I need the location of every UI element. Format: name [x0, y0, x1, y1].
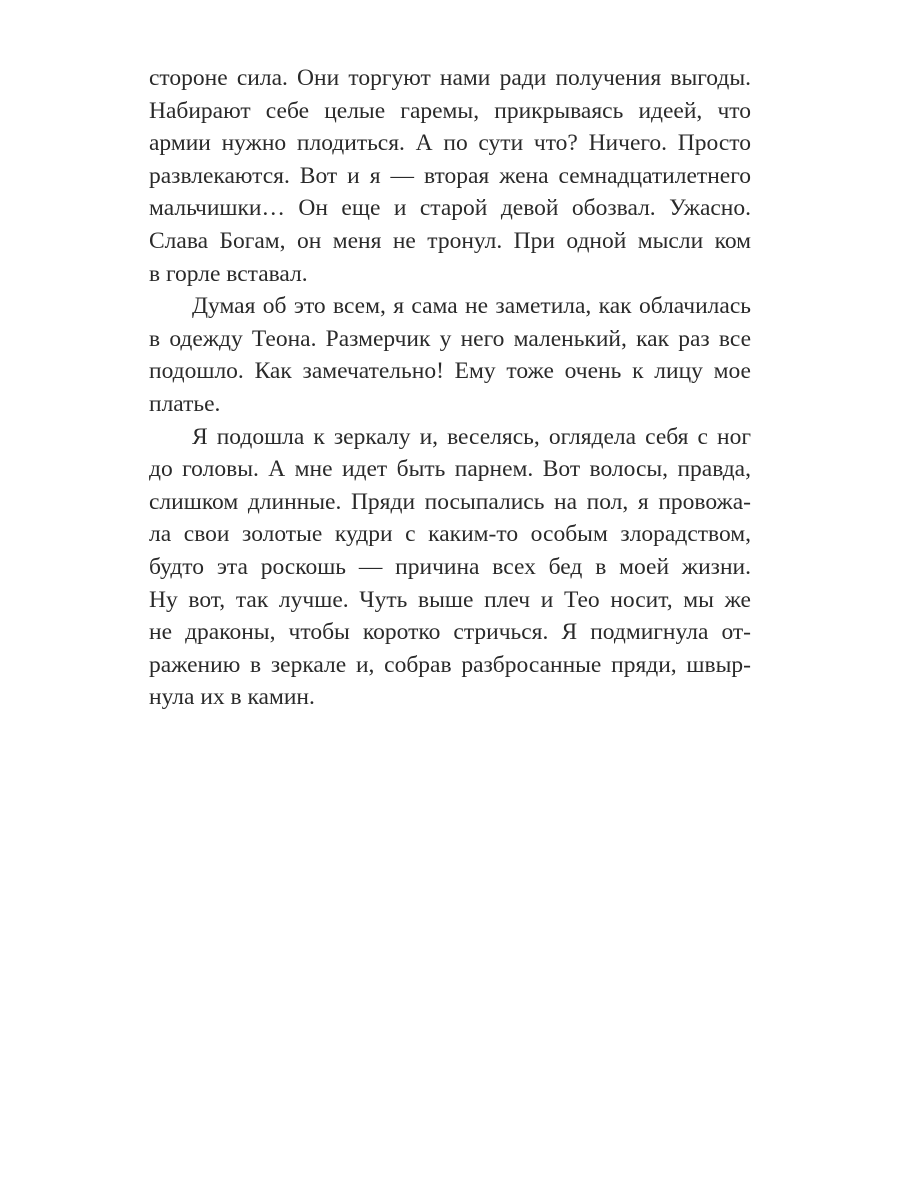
text-line: до головы. А мне идет быть парнем. Вот волосы, правда,	[149, 456, 751, 483]
text-line: стороне сила. Они торгуют нами ради получения выгоды.	[149, 65, 751, 91]
text-line: Ну вот, так лучше. Чуть выше плеч и Тео носит, мы же	[149, 586, 751, 613]
body-text	[149, 62, 751, 714]
text-line: нула их в камин.	[149, 684, 315, 711]
text-line: платье.	[149, 390, 221, 417]
text-line: ражению в зеркале и, собрав разбросанные пряди, швыр-	[149, 651, 751, 678]
text-line: слишком длинные. Пряди посыпались на пол, я провожа-	[149, 488, 751, 515]
text-line: Слава Богам, он меня не тронул. При одной мысли ком	[149, 227, 751, 254]
text-line: будто эта роскошь — причина всех бед в моей жизни.	[149, 553, 751, 580]
text-line: Я подошла к зеркалу и, веселясь, оглядела себя с ног	[192, 423, 751, 450]
text-line: ла свои золотые кудри с каким-то особым злорадством,	[149, 521, 751, 548]
text-line: армии нужно плодиться. А по сути что? Ничего. Просто	[149, 130, 751, 157]
text-line: в одежду Теона. Размерчик у него маленький, как раз все	[149, 325, 751, 352]
text-line: не драконы, чтобы коротко стричься. Я подмигнула от-	[149, 619, 751, 646]
text-line: подошло. Как замечательно! Ему тоже очень к лицу мое	[149, 358, 751, 385]
text-line: в горле вставал.	[149, 260, 308, 287]
text-line: мальчишки… Он еще и старой девой обозвал. Ужасно.	[149, 195, 751, 222]
text-line: Думая об это всем, я сама не заметила, как облачилась	[192, 293, 751, 320]
text-line: развлекаются. Вот и я — вторая жена семнадцатилетнего	[149, 162, 751, 189]
paragraph-1	[149, 62, 751, 290]
paragraph-2	[149, 290, 751, 420]
paragraph-3	[149, 421, 751, 714]
text-line: Набирают себе целые гаремы, прикрываясь идеей, что	[149, 97, 751, 124]
